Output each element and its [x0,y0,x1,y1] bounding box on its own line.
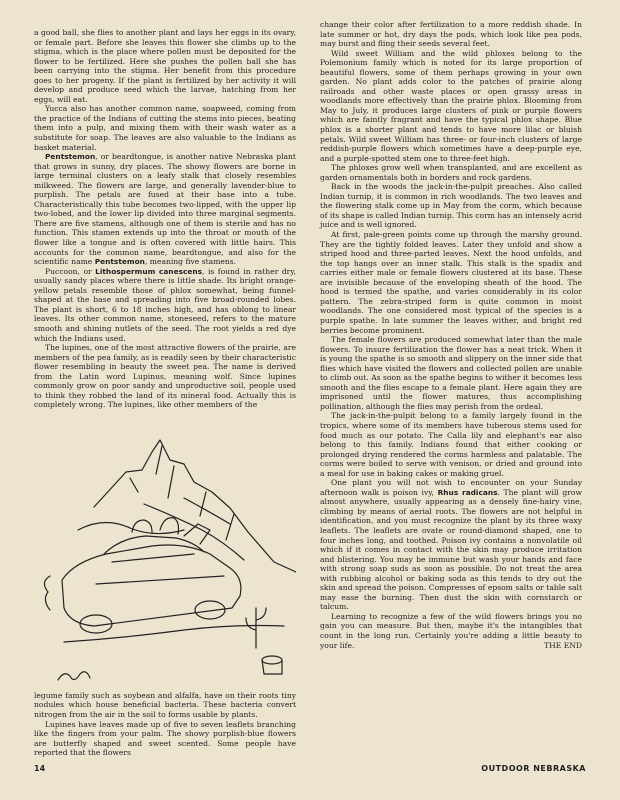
paragraph-text: , or beardtongue, is another native Nebraska plant that grows in sunny, dry places. The showy flowers are borne in large terminal clusters on a leafy stalk that closely resembles milkweed. The flowers are large, and generally lavender-blue to purplish. The petals are fused at their base into a tube. Characteristically this tube becomes two-lipped, with the upper lip two-lobed, and the lower lip divided into three marginal segments. There are five stamens, although one of them is sterile and has no function. This stamen extends up into the throat or mouth of the flower like a tongue and is often covered with little hairs. This accounts for the common name, beardtongue, and also for the scientific name [34,152,296,267]
paragraph: change their color after fertilization to a more reddish shade. In late summer or hot, dry days the pods, which look like pea pods, may burst and fling their seeds several feet. [320,20,582,49]
paragraph [320,478,582,612]
left-column [34,28,296,758]
paragraph: legume family such as soybean and alfalfa, have on their roots tiny nodules which house beneficial bacteria. These bacteria convert nitrogen from the air in the soil to forms usable by plants. [34,690,296,719]
right-column [320,20,582,650]
scientific-name: Pentstemon [94,257,145,267]
paragraph: At first, pale-green points come up through the marshy ground. They are the tightly folded leaves. Later they unfold and show a striped hood and three-parted leaves. Next the hood unfolds, and the top hangs over an inner stalk. This stalk is the spadix and carries either male or female flowers clustered at its base. These are invisible because of the enveloping sheath of the hood. The hood is termed the spathe, and varies considerably in its color pattern. The zebra-striped form is quite common in moist woodlands. The one considered most typical of the species is a purple spathe. In late summer the leaves wither, and bright red berries become prominent. [320,230,582,335]
scientific-name: Pentstemon [45,152,96,162]
paragraph: The female flowers are produced somewhat later than the male flowers. To insure fertilization the flower has a neat trick. When it is young the spathe is so smooth and slippery on the inner side that flies which have visited the flowers and collected pollen are unable to climb out. As soon as the spathe begins to wither it becomes less smooth and the flies escape to a female plant. Here again they are imprisoned until the flower matures, thus accomplishing pollination, although the flies may perish from the ordeal. [320,335,582,411]
scientific-name: Lithospermum canescens [95,266,203,276]
end-mark: THE END [544,640,582,650]
paragraph: a good ball, she flies to another plant and lays her eggs in its ovary, or female part. Before she leaves this flower she climbs up to the stigma, which is the place where pollen must be deposited for the flower to be fertilized. Here she pushes the pollen ball she has been carrying into the stigma. Her benefit from this procedure goes to her progeny. If the plant is fertilized by her activity it will develop and produce seed which the larvae, hatching from her eggs, will eat. [34,28,296,104]
paragraph-text: , meaning five stamens. [144,257,237,267]
paragraph-text: Learning to recognize a few of the wild flowers brings you no gain you can measure. But then, maybe it's the intangibles that count in the long run. Certainly you're adding a little beauty to your life. [320,611,582,650]
paragraph [320,612,582,650]
paragraph-text: One plant you will not wish to encounter on your Sunday afternoon walk is poison ivy, [320,478,582,497]
paragraph: Wild sweet William and the wild phloxes belong to the Polemonium family which is noted for its large proportion of beautiful flowers, some of them perhaps growing in your own garden. No plant adds color to the patches of prairie along railroads and other waste places or open grassy areas in woodlands more effectively than the prairie phlox. Blooming from May to July, it produces large clusters of pink or purple flowers which are faintly fragrant and have the typical phlox shape. Blue phlox is a shorter plant and tends to have more lilac or bluish petals. Wild sweet William has three- or four-inch clusters of large reddish-purple flowers which sometimes have a deep-purple eye, and a purple-spotted stem one to three-feet high. [320,48,582,163]
paragraph-text: Puccoon, or [45,266,96,276]
illustration-drawing [34,412,296,688]
paragraph: Lupines have leaves made up of five to seven leaflets branching like the fingers from your palm. The showy purplish-blue flowers are butterfly shaped and sweet scented. Some people have reported that the flowers [34,719,296,758]
paragraph: Back in the woods the jack-in-the-pulpit preaches. Also called Indian turnip, it is common in rich woodlands. The two leaves and the flowering stalk come up in May from the corm, which because of its shape is called Indian turnip. This corm has an intensely acrid juice and is well ignored. [320,182,582,230]
car-illustration [34,412,296,688]
page-number: 14 [34,764,46,773]
scientific-name: Rhus radicans [437,487,498,497]
paragraph: The lupines, one of the most attractive flowers of the prairie, are members of the pea family, as is readily seen by their characteristic flower resembling in beauty the sweet pea. The name is derived from the Latin word Lupinus, meaning wolf. Since lupines commonly grow on poor sandy and unproductive soil, people used to think they robbed the land of its mineral food. Actually this is completely wrong. The lupines, like other members of the [34,343,296,410]
paragraph: Yucca also has another common name, soapweed, coming from the practice of the Indians of cutting the stems into pieces, beating them into a pulp, and mixing them with their wash water as a substitute for soap. The leaves are also valuable to the Indians as basket material. [34,104,296,152]
paragraph-text: . The plant will grow almost anywhere, usually appearing as a densely fine-hairy vine, climbing by means of aerial roots. The flowers are not helpful in identification, and you must recognize the plant by its three waxy leaflets. The leaflets are ovate or round-diamond shaped, one to four inches long, and toothed. Poison ivy contains a nonvolatile oil which if it comes in contact with the skin may produce irritation and blistering. You may be immune but wash your hands and face with strong soap suds as soon as possible. Do not treat the area with rubbing alcohol or baking soda as this tends to dry out the skin and spread the poison. Compresses of epsom salts or table salt may ease the burning. Then dust the skin with cornstarch or talcum. [320,487,582,612]
magazine-name: OUTDOOR NEBRASKA [481,764,586,773]
paragraph [34,267,296,343]
paragraph: The phloxes grow well when transplanted, and are excellent as garden ornamentals both in borders and rock gardens. [320,163,582,182]
paragraph: The jack-in-the-pulpit belong to a family largely found in the tropics, where some of its members have tuberous stems used for food much as our potato. The Calla lily and elephant's ear also belong to this family. Indians found that either cooking or prolonged drying rendered the corms harmless and palatable. The corms were boiled to serve with venison, or dried and ground into a meal for use in baking cakes or making gruel. [320,411,582,478]
paragraph [34,152,296,267]
paragraph-text: , is found in rather dry, usually sandy places where there is little shade. Its bright orange-yellow petals resemble those of phlox somewhat, being funnel-shaped at the base and spreading into five broad-rounded lobes. The plant is short, 6 to 18 inches high, and has oblong to linear leaves. Its other common name, stoneseed, refers to the mature smooth and shining nutlets of the seed. The root yields a red dye which the Indians used. [34,266,297,343]
